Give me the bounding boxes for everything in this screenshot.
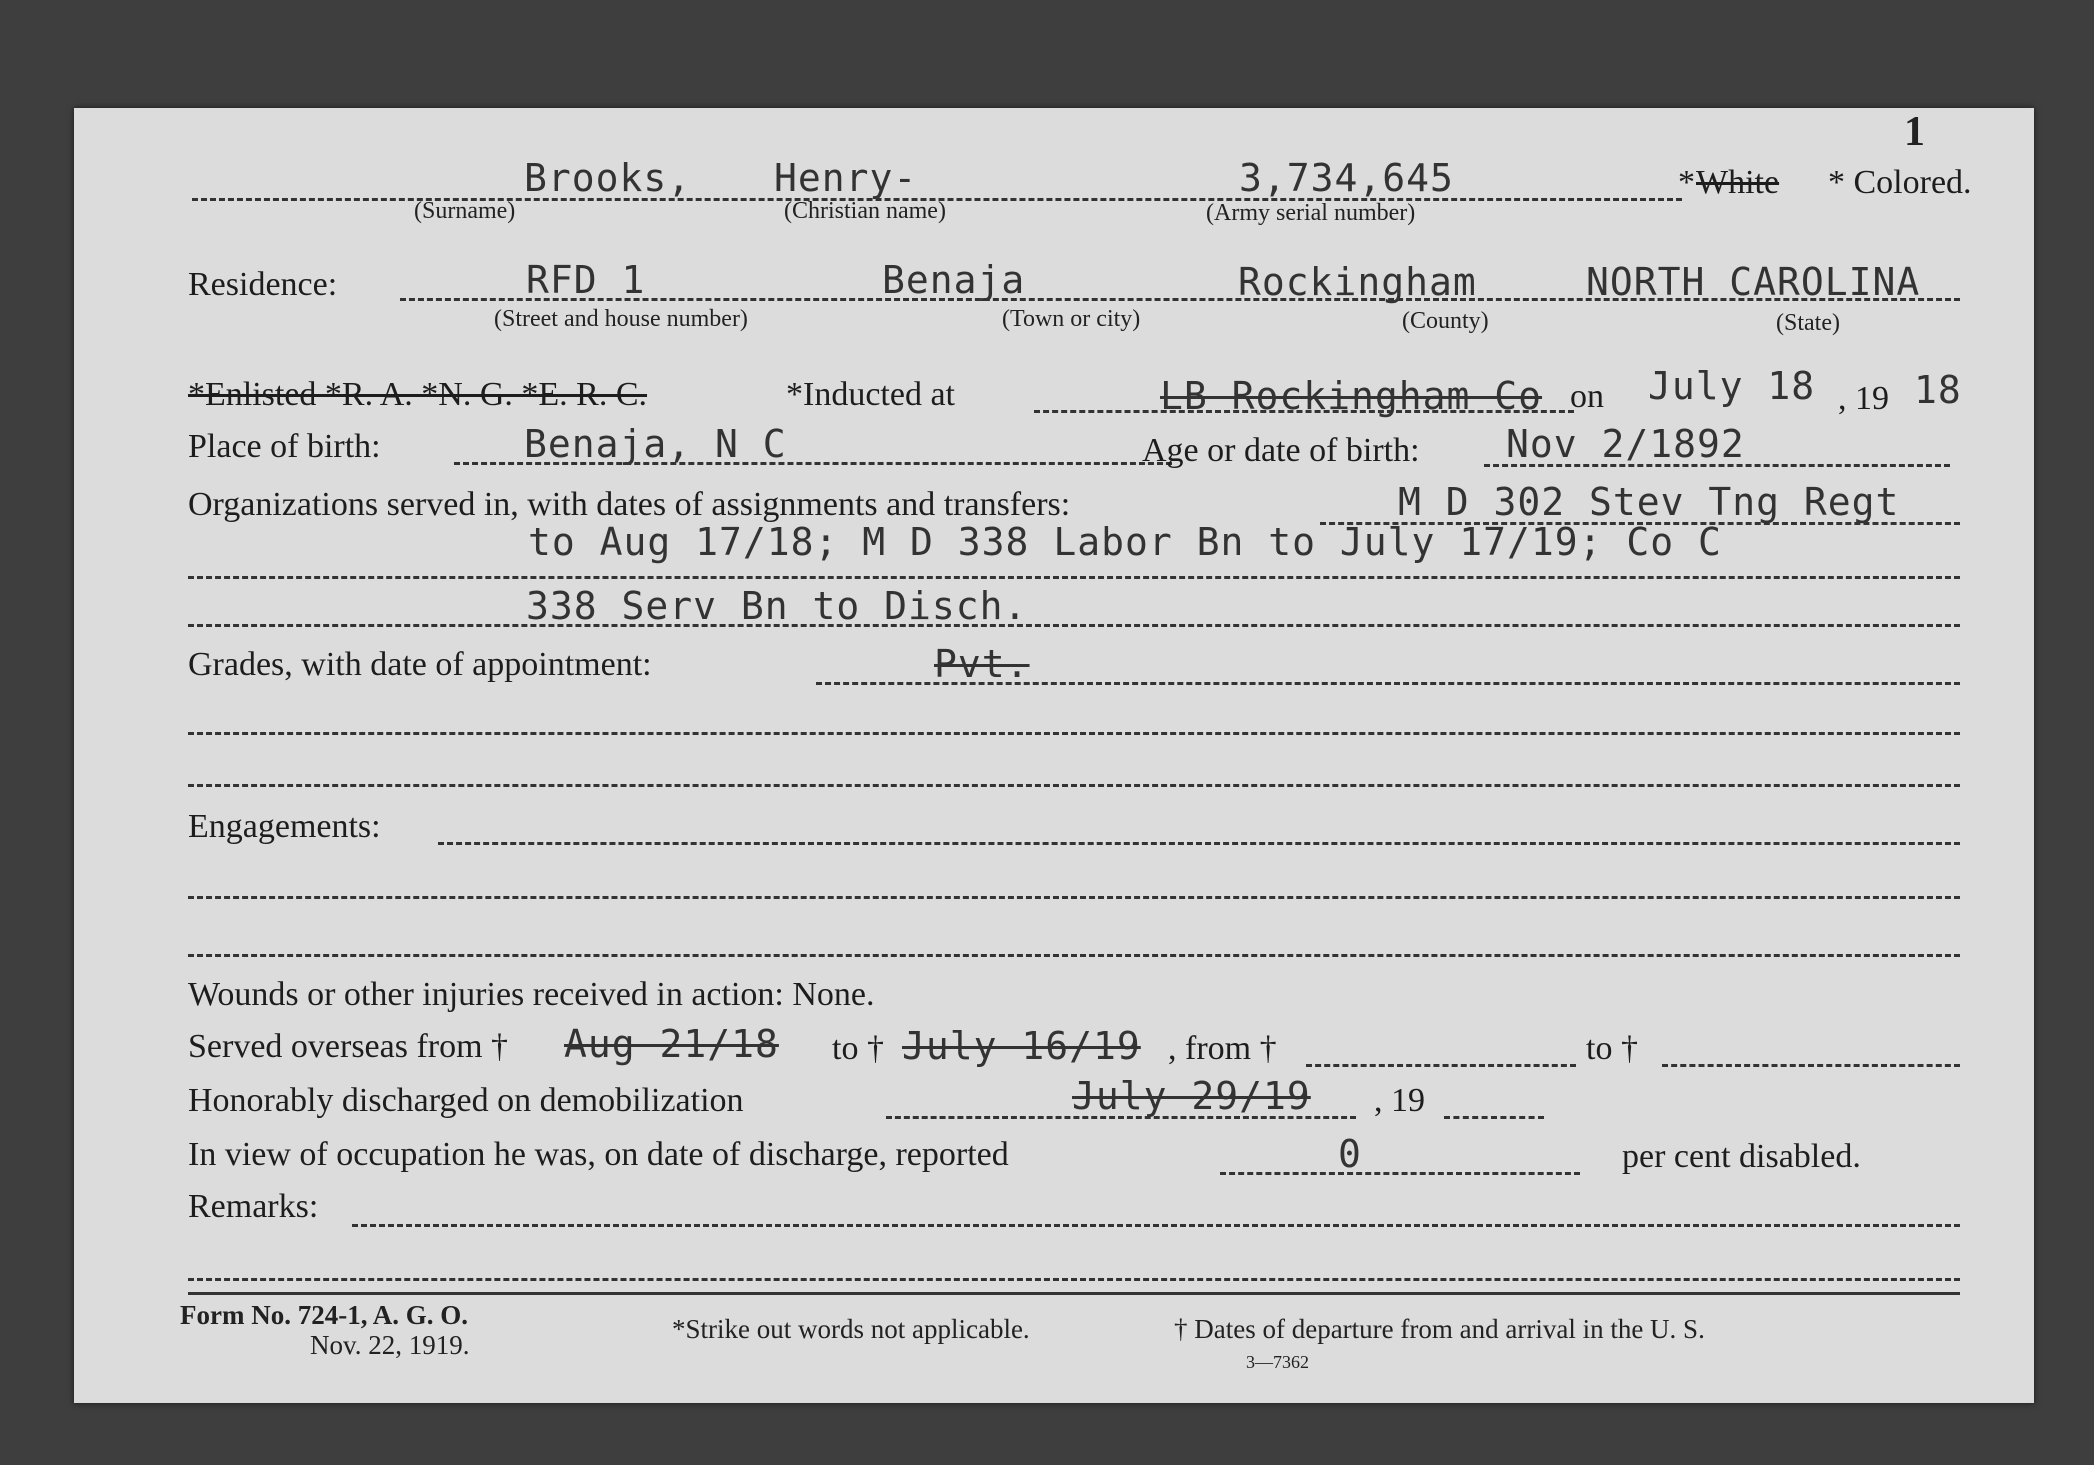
street-caption: (Street and house number) bbox=[494, 306, 748, 332]
remarks-line-2 bbox=[188, 1278, 1960, 1281]
residence-street: RFD 1 bbox=[526, 258, 646, 302]
induction-place: LB Rockingham Co bbox=[1160, 374, 1543, 418]
inducted-at-label: *Inducted at bbox=[786, 376, 955, 413]
overseas-to-date: July 16/19 bbox=[902, 1024, 1141, 1068]
organizations-line3: 338 Serv Bn to Disch. bbox=[526, 584, 1028, 628]
town-caption: (Town or city) bbox=[1002, 306, 1141, 332]
county-caption: (County) bbox=[1402, 308, 1489, 334]
serial-number-value: 3,734,645 bbox=[1239, 156, 1454, 200]
discharge-year-line bbox=[1444, 1116, 1544, 1119]
discharge-year-label: , 19 bbox=[1374, 1082, 1425, 1119]
disability-label: In view of occupation he was, on date of discharge, reported bbox=[188, 1136, 1009, 1173]
induction-year: 18 bbox=[1914, 368, 1962, 412]
date-of-birth-label: Age or date of birth: bbox=[1142, 432, 1420, 469]
state-caption: (State) bbox=[1776, 310, 1840, 336]
induction-year-prefix: , 19 bbox=[1838, 380, 1889, 417]
organizations-line-2 bbox=[188, 576, 1960, 579]
served-overseas-label: Served overseas from † bbox=[188, 1028, 509, 1065]
overseas-to2-line bbox=[1662, 1064, 1960, 1067]
disability-value: 0 bbox=[1338, 1132, 1362, 1176]
induction-date: July 18 bbox=[1648, 364, 1816, 408]
draft-service-card bbox=[74, 108, 2034, 1403]
overseas-to2-label: to † bbox=[1586, 1030, 1638, 1067]
remarks-label: Remarks: bbox=[188, 1188, 319, 1225]
organizations-line-3 bbox=[188, 624, 1960, 627]
serial-number-caption: (Army serial number) bbox=[1206, 200, 1416, 226]
place-of-birth-label: Place of birth: bbox=[188, 428, 381, 465]
engagements-line-3 bbox=[188, 954, 1960, 957]
place-of-birth-value: Benaja, N C bbox=[524, 422, 787, 466]
discharge-label: Honorably discharged on demobilization bbox=[188, 1082, 744, 1119]
discharge-date: July 29/19 bbox=[1072, 1074, 1311, 1118]
engagements-line-1 bbox=[438, 842, 1960, 845]
overseas-from-date: Aug 21/18 bbox=[564, 1022, 779, 1066]
christian-name-value: Henry- bbox=[774, 156, 918, 200]
date-of-birth-value: Nov 2/1892 bbox=[1506, 422, 1745, 466]
on-label: on bbox=[1570, 378, 1604, 415]
remarks-line-1 bbox=[352, 1224, 1960, 1227]
engagements-line-2 bbox=[188, 896, 1960, 899]
organizations-line2: to Aug 17/18; M D 338 Labor Bn to July 17/19; Co C bbox=[528, 520, 1722, 564]
residence-label: Residence: bbox=[188, 266, 338, 303]
overseas-from2-line bbox=[1306, 1064, 1576, 1067]
grades-value: Pvt. bbox=[934, 642, 1030, 686]
overseas-from2-label: , from † bbox=[1168, 1030, 1277, 1067]
form-date: Nov. 22, 1919. bbox=[310, 1330, 470, 1360]
disability-line bbox=[1220, 1172, 1580, 1175]
organizations-line1: M D 302 Stev Tng Regt bbox=[1398, 480, 1900, 524]
engagements-label: Engagements: bbox=[188, 808, 381, 845]
enlisted-options-struck: *Enlisted *R. A. *N. G. *E. R. C. bbox=[188, 376, 648, 413]
print-code: 3—7362 bbox=[1246, 1352, 1309, 1372]
remarks-solid-rule bbox=[188, 1292, 1960, 1295]
wounds-label: Wounds or other injuries received in action: None. bbox=[188, 976, 875, 1013]
organizations-label: Organizations served in, with dates of assignments and transfers: bbox=[188, 486, 1071, 523]
surname-value: Brooks, bbox=[524, 156, 692, 200]
overseas-to-label: to † bbox=[832, 1030, 884, 1067]
residence-state: NORTH CAROLINA bbox=[1586, 260, 1921, 304]
residence-town: Benaja bbox=[882, 258, 1026, 302]
christian-name-caption: (Christian name) bbox=[784, 198, 946, 224]
form-number: Form No. 724-1, A. G. O. bbox=[180, 1300, 468, 1330]
grades-label: Grades, with date of appointment: bbox=[188, 646, 652, 683]
colored-label: * Colored. bbox=[1828, 164, 1972, 201]
dates-note: † Dates of departure from and arrival in the U. S. bbox=[1174, 1314, 1705, 1344]
strike-out-note: *Strike out words not applicable. bbox=[672, 1314, 1030, 1344]
surname-caption: (Surname) bbox=[414, 198, 516, 224]
white-star: * bbox=[1678, 164, 1695, 201]
disability-suffix: per cent disabled. bbox=[1622, 1138, 1861, 1175]
card-number: 1 bbox=[1904, 109, 1925, 155]
residence-county: Rockingham bbox=[1238, 260, 1477, 304]
grades-blank-line-1 bbox=[188, 732, 1960, 735]
white-label-struck: White bbox=[1696, 164, 1780, 201]
grades-blank-line-2 bbox=[188, 784, 1960, 787]
